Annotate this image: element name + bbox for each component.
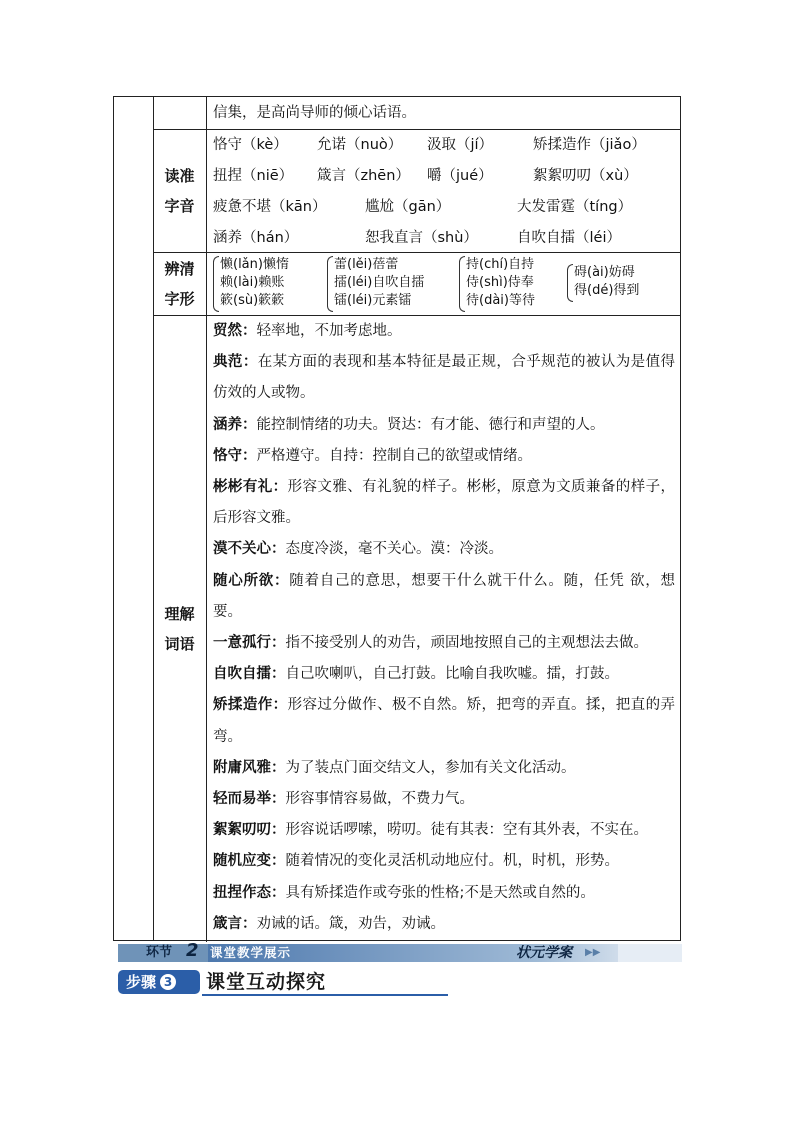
vocabulary-table [113, 96, 681, 941]
vocabulary-content [207, 316, 681, 942]
char-group: 持(chí)自持 侍(shì)侍奉 待(dài)等待 [459, 256, 535, 310]
section-number: 2 [186, 940, 199, 961]
vocab-entry: 恪守：严格遵守。自持：控制自己的欲望或情绪。 [213, 447, 532, 464]
char-group: 蕾(lěi)蓓蕾 擂(léi)自吹自擂 镭(léi)元素镭 [327, 256, 424, 310]
vocab-entry: 涵养：能控制情绪的功夫。贤达：有才能、德行和声望的人。 [213, 416, 605, 433]
pinyin-line: 扭捏（niē） 箴言（zhēn） 嚼（jué） 絮絮叨叨（xù） [213, 168, 638, 184]
vocab-entry: 箴言：劝诫的话。箴，劝告，劝诫。 [213, 915, 445, 932]
vocab-entry: 絮絮叨叨：形容说话啰嗦，唠叨。徒有其表：空有其外表，不实在。 [213, 822, 648, 839]
section-banner [118, 940, 682, 962]
characters-label: 辨清 字形 [153, 253, 207, 315]
pronunciation-label: 读准 字音 [153, 130, 207, 252]
pinyin-line: 恪守（kè） 允诺（nuò） 汲取（jí） 矫揉造作（jiǎo） [213, 137, 646, 153]
vocab-entry: 典范：在某方面的表现和基本特征是最正规，合乎规范的被认为是值得仿效的人或物。 [213, 354, 675, 402]
vocab-entry: 轻而易举：形容事情容易做，不费力气。 [213, 791, 474, 808]
step-number: 3 [160, 974, 176, 990]
table-row-continued [153, 97, 681, 130]
vocab-entry: 漠不关心：态度冷淡，毫不关心。漠：冷淡。 [213, 541, 503, 558]
table-left-column [114, 97, 154, 940]
table-row-vocabulary [153, 316, 681, 942]
brand-label: 状元学案 [516, 945, 572, 961]
table-row-characters [153, 253, 681, 316]
table-row-pronunciation [153, 130, 681, 253]
pinyin-line: 疲惫不堪（kān） 尴尬（gān） 大发雷霆（tíng） [213, 199, 633, 215]
row-label-empty [153, 97, 207, 129]
step-title: 课堂互动探究 [206, 971, 327, 993]
pinyin-line: 涵养（hán） 恕我直言（shù） 自吹自擂（léi） [213, 230, 621, 246]
step-badge: 步骤 3 [118, 970, 200, 994]
vocab-entry: 扭捏作态：具有矫揉造作或夸张的性格;不是天然或自然的。 [213, 884, 595, 901]
vocab-entry: 一意孤行：指不接受别人的劝告，顽固地按照自己的主观想法去做。 [213, 635, 648, 652]
char-group: 碍(ài)妨碍 得(dé)得到 [567, 264, 639, 300]
continued-text: 信集，是高尚导师的倾心话语。 [213, 105, 416, 121]
characters-content [207, 253, 681, 315]
vocabulary-label: 理解 词语 [153, 316, 207, 942]
vocab-entry: 附庸风雅：为了装点门面交结文人，参加有关文化活动。 [213, 759, 576, 776]
vocab-entry: 彬彬有礼：形容文雅、有礼貌的样子。彬彬，原意为文质兼备的样子，后形容文雅。 [213, 479, 676, 527]
vocab-entry: 贸然：轻率地，不加考虑地。 [213, 323, 402, 339]
table-main-column [153, 97, 681, 940]
vocab-entry: 随心所欲：随着自己的意思，想要干什么就干什么。随，任凭 欲，想要。 [213, 572, 676, 620]
double-right-arrow-icon: ▶▶ [585, 947, 601, 958]
vocab-entry: 自吹自擂：自己吹喇叭，自己打鼓。比喻自我吹嘘。擂，打鼓。 [213, 666, 619, 683]
section-label: 环节 [146, 945, 173, 960]
step-underline [202, 994, 448, 996]
char-group: 懒(lǎn)懒惰 赖(lài)赖账 簌(sù)簌簌 [213, 256, 289, 310]
section-title: 课堂教学展示 [210, 945, 292, 960]
vocab-entry: 随机应变：随着情况的变化灵活机动地应付。机，时机，形势。 [213, 853, 619, 870]
vocab-entry: 矫揉造作：形容过分做作、极不自然。矫，把弯的弄直。揉，把直的弄弯。 [213, 697, 676, 745]
pronunciation-content [207, 130, 681, 252]
